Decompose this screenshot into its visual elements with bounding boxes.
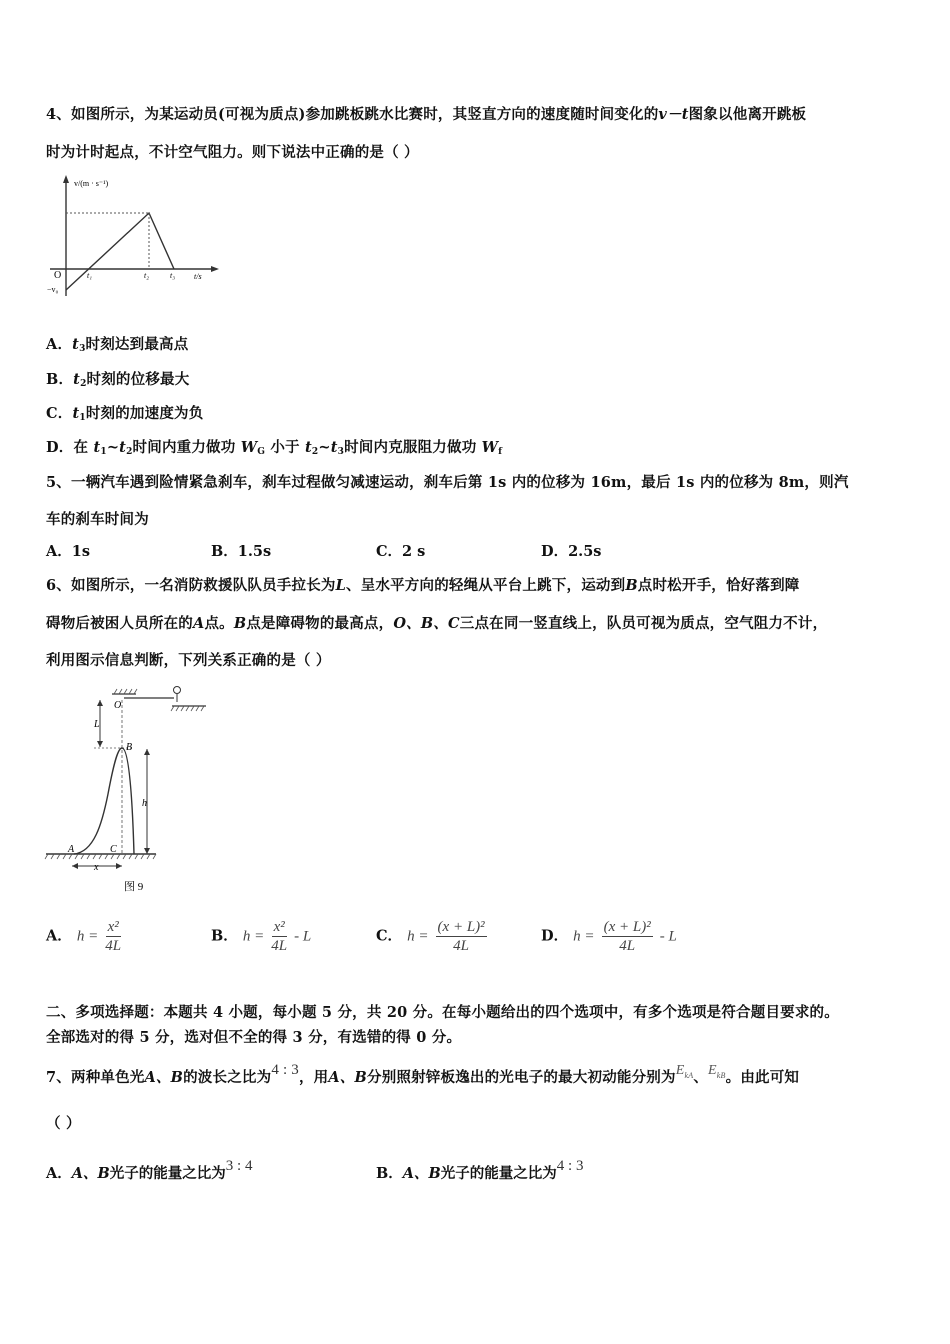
q6-stem-line1: 6、如图所示，一名消防救援队队员手拉长为L、呈水平方向的轻绳从平台上跳下，运动到B点时松开手，恰好落到障: [46, 577, 800, 594]
q4-option-c: C．$t_1$时刻的加速度为负: [46, 405, 204, 423]
section2-line2: 全部选对的得 5 分，选对但不全的得 3 分，有选错的得 0 分。: [46, 1029, 462, 1046]
q4-vt-graph: [44, 172, 224, 300]
q5-stem-line1: 5、一辆汽车遇到险情紧急刹车，刹车过程做匀减速运动，刹车后第 1s 内的位移为 16m，最后 1s 内的位移为 8m，则汽: [46, 474, 849, 491]
q6-b-fraction: $\frac{\text{x²}}{4L}$: [271, 919, 288, 954]
vt-origin: O: [54, 270, 62, 281]
vt-y-arrow: [63, 175, 69, 183]
vt-line: [66, 213, 174, 290]
L-arrow-bottom: [97, 741, 103, 747]
vt-neg-v0: −v₀: [47, 285, 59, 294]
q6-option-a: A． h = $\frac{\text{x²}}{4L}$: [46, 919, 122, 954]
ground-hatch: [45, 854, 156, 859]
q7-EkB: $E_{kB}$: [708, 1063, 726, 1080]
q6-option-b: B． h = $\frac{\text{x²}}{4L}$ - L: [211, 919, 312, 954]
label-x: x: [94, 862, 99, 873]
h-arrow-top: [144, 749, 150, 755]
q5-stem-line2: 车的刹车时间为: [46, 511, 149, 528]
vt-ylabel: v/(m · s⁻¹): [74, 179, 109, 188]
q7-option-a: A．A、B光子的能量之比为3 : 4: [46, 1158, 253, 1182]
q6-a-fraction: $\frac{\text{x²}}{4L}$: [105, 919, 122, 954]
platform-hatch: [171, 706, 204, 711]
q4-stem-line2: 时为计时起点，不计空气阻力。则下说法中正确的是（ ）: [46, 144, 419, 161]
section2-line1: 二、多项选择题：本题共 4 小题，每小题 5 分，共 20 分。在每小题给出的四个选项中，有多个选项是符合题目要求的。: [46, 1004, 839, 1021]
q6-d-fraction: $\frac{\text{(x + L)²}}{4L}$: [603, 919, 651, 954]
q5-option-d: D．2.5s: [541, 543, 602, 560]
vt-x-arrow: [211, 266, 219, 272]
q4-stem-text-b: 图象以他离开跳板: [688, 106, 807, 123]
q6-figure: [44, 684, 214, 898]
q4-option-a: A．$t_3$时刻达到最高点: [46, 336, 189, 354]
q4-option-d: D．在 $t_1\sim t_2$时间内重力做功 $W_G$ 小于 $t_2\sim t_3$时间内克服阻力做功 $W_f$: [46, 439, 503, 457]
q7-EkA: $E_{kA}$: [675, 1063, 694, 1080]
label-A: A: [68, 844, 75, 855]
L-arrow-top: [97, 700, 103, 706]
label-B: B: [126, 742, 133, 753]
q6-option-d: D． h = $\frac{\text{(x + L)²}}{4L}$ - L: [541, 919, 677, 954]
label-h: h: [142, 798, 147, 809]
q4-vt-symbol: v－t: [658, 106, 689, 123]
vt-t1: t₁: [87, 271, 93, 280]
q4-stem-line1: [46, 103, 806, 124]
q4-stem-text-a: 4、如图所示，为某运动员(可视为质点)参加跳板跳水比赛时，其竖直方向的速度随时间变化的: [46, 106, 659, 123]
q4-option-b: B．$t_2$时刻的位移最大: [46, 371, 190, 389]
obstacle-curve: [74, 748, 134, 854]
q5-option-b: B．1.5s: [211, 543, 272, 560]
x-arrow-right: [116, 863, 122, 869]
q6-c-fraction: $\frac{\text{(x + L)²}}{4L}$: [437, 919, 485, 954]
vt-t3: t₃: [170, 271, 176, 280]
q6-stem-line3: 利用图示信息判断，下列关系正确的是（ ）: [46, 652, 331, 669]
q7-paren: （ ）: [46, 1115, 81, 1132]
vt-xlabel: t/s: [194, 272, 202, 281]
ceiling-hatch: [114, 689, 137, 694]
x-arrow-left: [72, 863, 78, 869]
fig-caption: 图 9: [124, 881, 144, 893]
label-C: C: [110, 844, 117, 855]
person-head: [174, 687, 181, 694]
label-L: L: [94, 719, 100, 730]
q7-option-b: B．A、B光子的能量之比为4 : 3: [376, 1158, 584, 1182]
q5-option-a: A．1s: [46, 543, 91, 560]
q7-stem-line1: 7、两种单色光A、B的波长之比为4 : 3，用A、B分别照射锌板逸出的光电子的最大初动能分别为$E_{kA}$、$E_{kB}$。由此可知: [46, 1062, 800, 1086]
q6-stem-line2: 碍物后被困人员所在的A点。B点是障碍物的最高点，O、B、C三点在同一竖直线上，队员可视为质点，空气阻力不计，: [46, 615, 828, 632]
q5-option-c: C．2 s: [376, 543, 426, 560]
vt-t2: t₂: [144, 271, 150, 280]
h-arrow-bottom: [144, 848, 150, 854]
q6-option-c: C． h = $\frac{\text{(x + L)²}}{4L}$: [376, 919, 485, 954]
label-O: O: [114, 700, 122, 711]
